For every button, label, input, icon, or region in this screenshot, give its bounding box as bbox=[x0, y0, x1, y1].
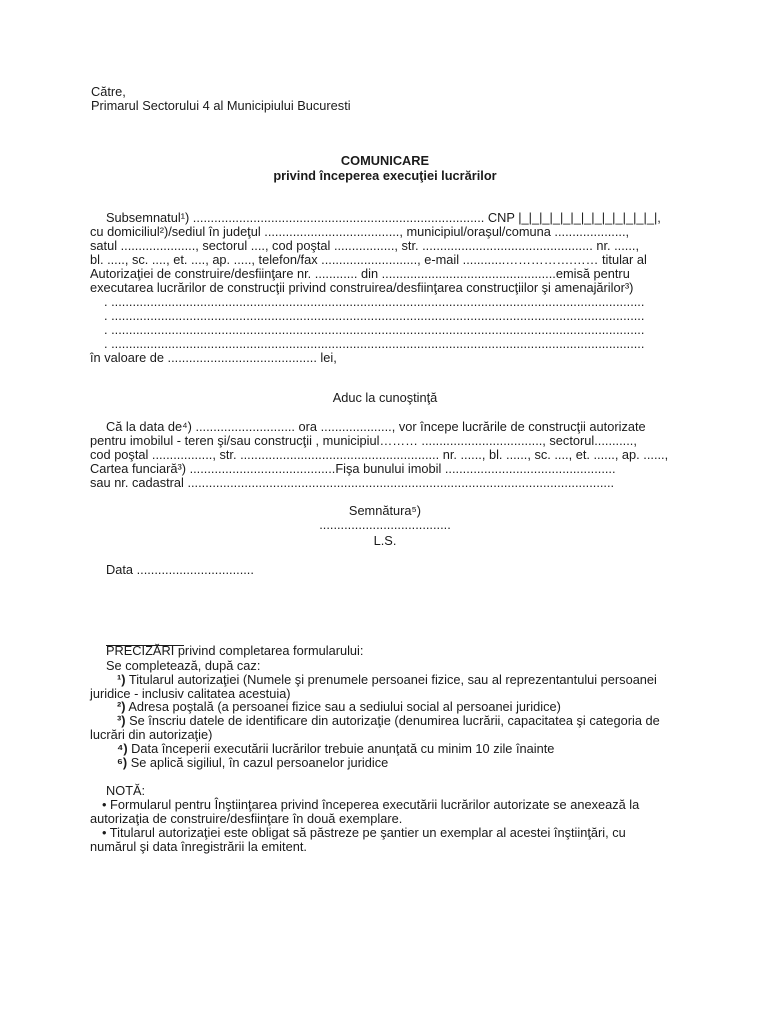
blank-fill-line: . ...................................................................................................................................................... bbox=[104, 322, 645, 337]
footnote-text: Adresa poştală (a persoanei fizice sau a sediului social al persoanei juridice) bbox=[128, 699, 561, 714]
declaration-line: Subsemnatul¹) .................................................................................. CNP |_|_|_|_|_|_|_|_|_|_|_|_|_|, bbox=[106, 210, 661, 225]
footnote-marker: ²) bbox=[117, 699, 126, 714]
notice-line: Cartea funciară³) .........................................Fişa bunului imobil ................................................ bbox=[90, 461, 616, 476]
seal-label: L.S. bbox=[373, 533, 397, 548]
declaration-line: executarea lucrărilor de construcţii privind construirea/desfiinţarea construcţiilor şi amenajărilor³) bbox=[90, 280, 634, 295]
footnote-marker: ⁶) bbox=[117, 755, 128, 770]
note-continuation: autorizaţia de construire/desfiinţare în două exemplare. bbox=[90, 811, 403, 826]
value-line: în valoare de .......................................... lei, bbox=[90, 350, 337, 365]
notice-line: pentru imobilul - teren şi/sau construcţii , municipiul……… .................................., sectorul..........., bbox=[90, 433, 637, 448]
footnote-item bbox=[117, 742, 554, 756]
footnote-text: Se înscriu datele de identificare din autorizaţie (denumirea lucrării, capacitatea şi categoria de bbox=[129, 713, 660, 728]
footnote-marker: ¹) bbox=[117, 672, 126, 687]
signature-label: Semnătura⁵) bbox=[348, 503, 422, 518]
notice-line: Că la data de⁴) ............................ ora ...................., vor începe lucrările de construcţii autorizate bbox=[106, 419, 646, 434]
footnote-text: Titularul autorizaţiei (Numele şi prenumele persoanei fizice, sau al reprezentantului persoanei bbox=[128, 672, 657, 687]
document-subtitle: privind începerea execuţiei lucrărilor bbox=[273, 168, 497, 183]
footnote-item bbox=[117, 700, 561, 714]
date-line: Data ................................. bbox=[106, 562, 254, 577]
blank-fill-line: . ...................................................................................................................................................... bbox=[104, 336, 645, 351]
notice-heading: Aduc la cunoştinţă bbox=[332, 390, 438, 405]
declaration-line: bl. ....., sc. ...., et. ...., ap. ....., telefon/fax ..........................., e-mail ............…………….…… titular al bbox=[90, 252, 647, 267]
blank-fill-line: . ...................................................................................................................................................... bbox=[104, 294, 645, 309]
recipient: Primarul Sectorului 4 al Municipiului Bucuresti bbox=[91, 98, 351, 113]
footnote-item bbox=[117, 673, 657, 687]
note-continuation: numărul şi data înregistrării la emitent. bbox=[90, 839, 307, 854]
signature-line: ..................................... bbox=[319, 517, 451, 532]
footnote-text: Data începerii executării lucrărilor trebuie anunţată cu minim 10 zile înainte bbox=[131, 741, 555, 756]
declaration-line: satul ....................., sectorul ...., cod poştal ................., str. ................................................ nr. ......, bbox=[90, 238, 640, 253]
declaration-line: cu domiciliul²)/sediul în judeţul ......................................, municipiul/oraşul/comuna ...................., bbox=[90, 224, 630, 239]
footnote-item bbox=[117, 756, 388, 770]
declaration-line: Autorizaţiei de construire/desfiinţare nr. ............ din .................................................emisă pentru bbox=[90, 266, 630, 281]
notice-line: cod poştal ................., str. ........................................................ nr. ......, bl. ......, sc. ...., et. ......, ap. ......, bbox=[90, 447, 669, 462]
footnote-item bbox=[117, 714, 660, 728]
note-bullet: • Formularul pentru Înştiinţarea privind începerea executării lucrărilor autorizate se anexează la bbox=[102, 797, 640, 812]
instructions-heading: PRECIZĂRI privind completarea formularului: bbox=[106, 643, 364, 658]
notice-line: sau nr. cadastral ........................................................................................................................ bbox=[90, 475, 615, 490]
note-bullet: • Titularul autorizaţiei este obligat să păstreze pe şantier un exemplar al acestei înştiinţări, cu bbox=[102, 825, 626, 840]
footnote-marker: ³) bbox=[117, 713, 126, 728]
salutation: Către, bbox=[91, 84, 126, 99]
footnote-text: Se aplică sigiliul, în cazul persoanelor juridice bbox=[130, 755, 389, 770]
footnote-marker: ⁴) bbox=[117, 741, 128, 756]
blank-fill-line: . ...................................................................................................................................................... bbox=[104, 308, 645, 323]
footnote-continuation: juridice - inclusiv calitatea acestuia) bbox=[90, 686, 291, 701]
footnote-continuation: lucrări din autorizaţie) bbox=[90, 727, 213, 742]
document-title: COMUNICARE bbox=[340, 153, 430, 168]
instructions-intro: Se completează, după caz: bbox=[106, 658, 261, 673]
note-heading: NOTĂ: bbox=[106, 783, 146, 798]
